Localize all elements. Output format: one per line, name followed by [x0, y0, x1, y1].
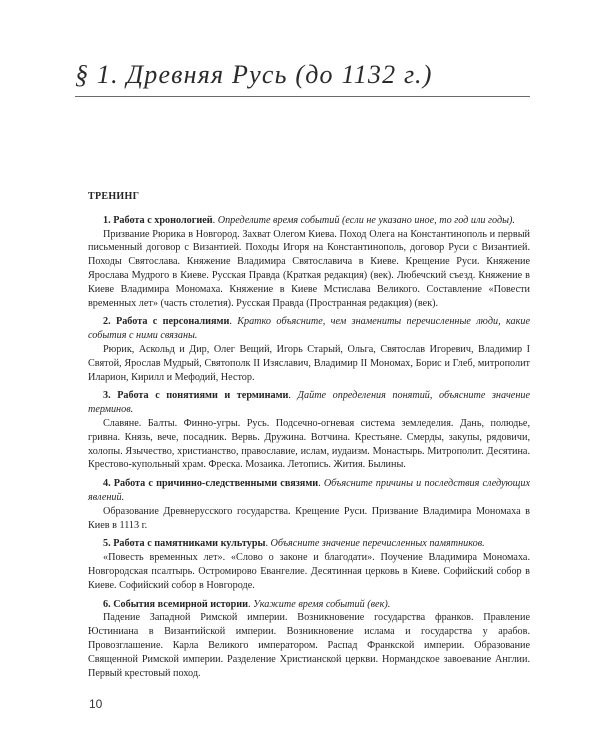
task-prompt: 5. Работа с памятниками культуры. Объясните значение перечисленных памятников.: [103, 538, 485, 550]
task-title: 5. Работа с памятниками культуры: [103, 538, 266, 550]
task-instruction: Кратко объясните, чем знамениты перечисленные люди, какие события с ними связаны.: [88, 316, 530, 342]
task-instruction: Объясните значение перечисленных памятников.: [270, 538, 485, 550]
task-body: Образование Древнерусского государства. Крещение Руси. Призвание Владимира Мономаха в Киев в 1113 г.: [88, 505, 530, 531]
training-section: [88, 190, 530, 685]
task-body: Рюрик, Аскольд и Дир, Олег Вещий, Игорь Старый, Ольга, Святослав Игоревич, Владимир I Святой, Ярослав Мудрый, Святополк II Изяславич, Владимир II Мономах, Борис и Глеб, митрополит Иларион, Кирилл и Мефодий, Нестор.: [88, 343, 530, 383]
task-title: 3. Работа с понятиями и терминами: [103, 390, 289, 402]
task-world-history: [88, 598, 530, 681]
task-body: Призвание Рюрика в Новгород. Захват Олегом Киева. Поход Олега на Константинополь и первый письменный договор с Византией. Походы Игоря на Константинополь, договор Руси с Византией. Походы Святослава. Княжение Владимира Святославича в Киеве. Крещение Руси. Княжение Ярослава Мудрого в Киеве. Русская Правда (Краткая редакция) (век). Любечский съезд. Княжение в Киеве Владимира Мономаха. Княжение в Киеве Мстислава Великого. Составление «Повести временных лет» (часть столетия). Русская Правда (Пространная редакция) (век).: [88, 228, 530, 309]
task-instruction: Определите время событий (если не указано иное, то год или годы).: [217, 214, 515, 226]
task-chronology: [88, 214, 530, 311]
task-causality: [88, 477, 530, 532]
task-body: Славяне. Балты. Финно-угры. Русь. Подсечно-огневая система земледелия. Дань, полюдье, гривна. Князь, вече, посадник. Вервь. Дружина. Вотчина. Крестьяне. Смерды, закупы, рядовичи, холопы. Язычество, христианство, православие, ислам, иудаизм. Монастырь. Митрополит. Десятина. Крестово-купольный храм. Фреска. Мозаика. Летопись. Жития. Былины.: [88, 417, 530, 471]
task-monuments: [88, 537, 530, 592]
task-terms: [88, 389, 530, 472]
task-title: 1. Работа с хронологией: [103, 214, 213, 226]
task-prompt: 3. Работа с понятиями и терминами. Дайте определения понятий, объясните значение терминов.: [88, 390, 530, 416]
task-prompt: 2. Работа с персоналиями. Кратко объясните, чем знамениты перечисленные люди, какие события с ними связаны.: [88, 316, 530, 342]
task-prompt: 4. Работа с причинно-следственными связями. Объясните причины и последствия следующих явлений.: [88, 478, 530, 503]
task-personalities: [88, 315, 530, 384]
title-underline: [75, 96, 530, 97]
task-body: Падение Западной Римской империи. Возникновение государства франков. Правление Юстиниана в Византийской империи. Возникновение ислама и государства у арабов. Провозглашение. Карла Великого императором. Распад Франкской империи. Образование Священной Римской империи. Разделение Христианской церкви. Нормандское завоевание Англии. Первый крестовый поход.: [88, 612, 530, 679]
task-instruction: Укажите время событий (век).: [253, 598, 391, 610]
page-number: 10: [89, 697, 103, 711]
task-title: 4. Работа с причинно-следственными связями: [103, 478, 319, 490]
training-heading: ТРЕНИНГ: [88, 191, 140, 202]
task-instruction: Объясните причины и последствия следующих явлений.: [88, 478, 530, 503]
task-prompt: 1. Работа с хронологией. Определите время событий (если не указано иное, то год или годы).: [103, 214, 515, 226]
chapter-title: § 1. Древняя Русь (до 1132 г.): [75, 60, 433, 89]
task-body: «Повесть временных лет». «Слово о законе и благодати». Поучение Владимира Мономаха. Новгородская псалтырь. Остромирово Евангелие. Десятинная церковь в Киеве. Софийский собор в Киеве. Софийский собор в Новгороде.: [88, 552, 530, 591]
task-title: 2. Работа с персоналиями: [103, 316, 230, 328]
task-prompt: 6. События всемирной истории. Укажите время событий (век).: [103, 598, 391, 610]
task-title: 6. События всемирной истории: [103, 598, 249, 610]
task-instruction: Дайте определения понятий, объясните значение терминов.: [88, 390, 530, 416]
